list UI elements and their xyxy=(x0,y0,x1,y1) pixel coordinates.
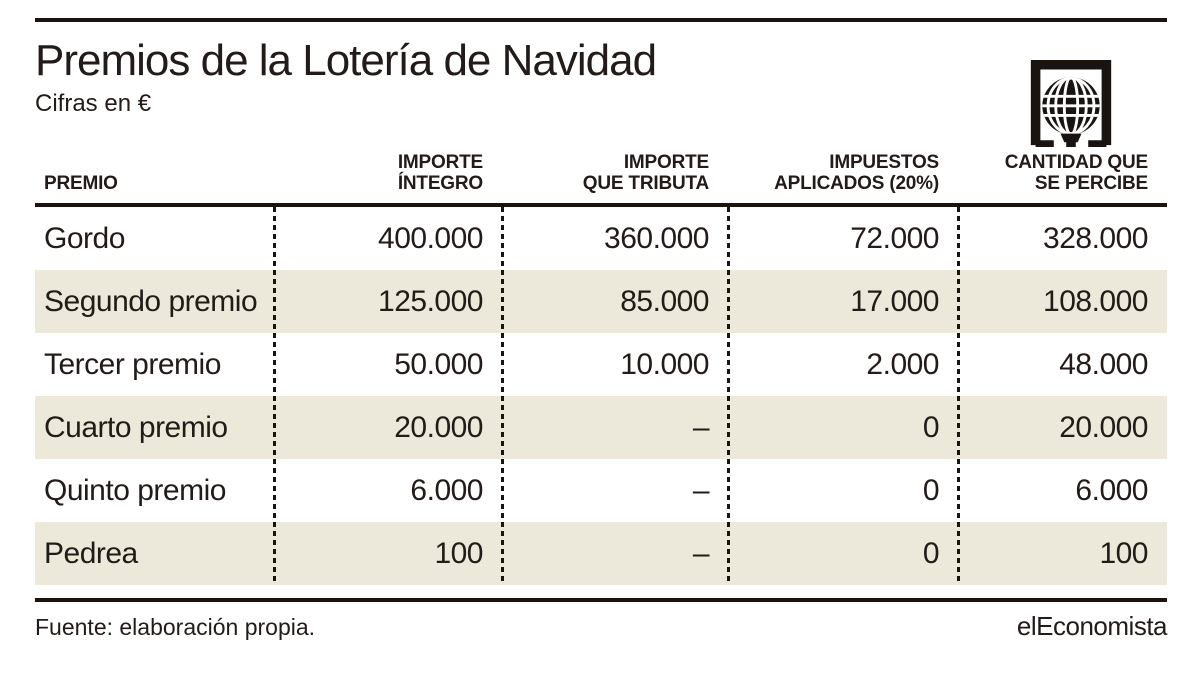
cell-importe-tributa: – xyxy=(692,473,709,507)
table-row-quinto-premio xyxy=(35,459,1167,522)
cell-importe-integro: 50.000 xyxy=(394,347,483,381)
cell-impuestos: 0 xyxy=(922,536,939,570)
table-row-segundo-premio xyxy=(35,270,1167,333)
column-separator xyxy=(273,207,276,585)
column-header-label: IMPUESTOS xyxy=(829,151,939,173)
footer xyxy=(35,611,1167,642)
cell-importe-tributa: – xyxy=(692,410,709,444)
page-title: Premios de la Lotería de Navidad xyxy=(35,36,657,85)
column-header-cantidad-percibida xyxy=(958,152,1167,195)
top-rule xyxy=(35,18,1167,22)
prizes-table xyxy=(35,151,1167,602)
table-body xyxy=(35,207,1167,585)
cell-cantidad-percibida: 48.000 xyxy=(1059,347,1148,381)
prize-name: Tercer premio xyxy=(44,347,221,381)
cell-importe-integro: 400.000 xyxy=(378,221,483,255)
table-row-cuarto-premio xyxy=(35,396,1167,459)
cell-importe-tributa: – xyxy=(692,536,709,570)
prize-name: Quinto premio xyxy=(44,473,226,507)
column-header-premio xyxy=(35,173,274,194)
column-header-label: QUE TRIBUTA xyxy=(582,173,709,195)
column-separator xyxy=(501,207,504,585)
cell-impuestos: 0 xyxy=(922,410,939,444)
column-header-label: ÍNTEGRO xyxy=(397,173,483,195)
table-row-pedrea xyxy=(35,522,1167,585)
column-header-label: CANTIDAD QUE xyxy=(1004,151,1148,173)
column-header-label: IMPORTE xyxy=(397,151,483,173)
lottery-drum-icon xyxy=(1027,59,1115,147)
column-header-label: PREMIO xyxy=(44,173,118,195)
column-header-label: IMPORTE xyxy=(623,151,709,173)
cell-impuestos: 2.000 xyxy=(866,347,939,381)
column-header-importe-que-tributa xyxy=(502,152,728,195)
table-row-gordo xyxy=(35,207,1167,270)
cell-cantidad-percibida: 328.000 xyxy=(1043,221,1148,255)
cell-impuestos: 72.000 xyxy=(850,221,939,255)
cell-cantidad-percibida: 6.000 xyxy=(1075,473,1148,507)
column-header-label: APLICADOS (20%) xyxy=(774,173,939,195)
units-subtitle: Cifras en € xyxy=(35,90,152,118)
cell-importe-integro: 125.000 xyxy=(378,284,483,318)
cell-importe-integro: 20.000 xyxy=(394,410,483,444)
cell-cantidad-percibida: 108.000 xyxy=(1043,284,1148,318)
column-header-impuestos-aplicados xyxy=(728,152,958,195)
prize-name: Segundo premio xyxy=(44,284,258,318)
column-separator xyxy=(957,207,960,585)
prize-name: Gordo xyxy=(44,221,125,255)
cell-importe-tributa: 85.000 xyxy=(620,284,709,318)
table-row-tercer-premio xyxy=(35,333,1167,396)
cell-cantidad-percibida: 20.000 xyxy=(1059,410,1148,444)
bottom-rule xyxy=(35,598,1167,602)
cell-impuestos: 0 xyxy=(922,473,939,507)
cell-importe-tributa: 360.000 xyxy=(604,221,709,255)
source-note: Fuente: elaboración propia. xyxy=(35,614,316,641)
column-separator xyxy=(727,207,730,585)
column-header-label: SE PERCIBE xyxy=(1034,173,1148,195)
table-header-row xyxy=(35,151,1167,203)
cell-importe-tributa: 10.000 xyxy=(620,347,709,381)
cell-cantidad-percibida: 100 xyxy=(1099,536,1148,570)
brand-wordmark: elEconomista xyxy=(1016,611,1167,642)
prize-name: Pedrea xyxy=(44,536,138,570)
cell-importe-integro: 6.000 xyxy=(410,473,483,507)
prize-name: Cuarto premio xyxy=(44,410,228,444)
cell-impuestos: 17.000 xyxy=(850,284,939,318)
column-header-importe-integro xyxy=(274,152,502,195)
cell-importe-integro: 100 xyxy=(434,536,483,570)
